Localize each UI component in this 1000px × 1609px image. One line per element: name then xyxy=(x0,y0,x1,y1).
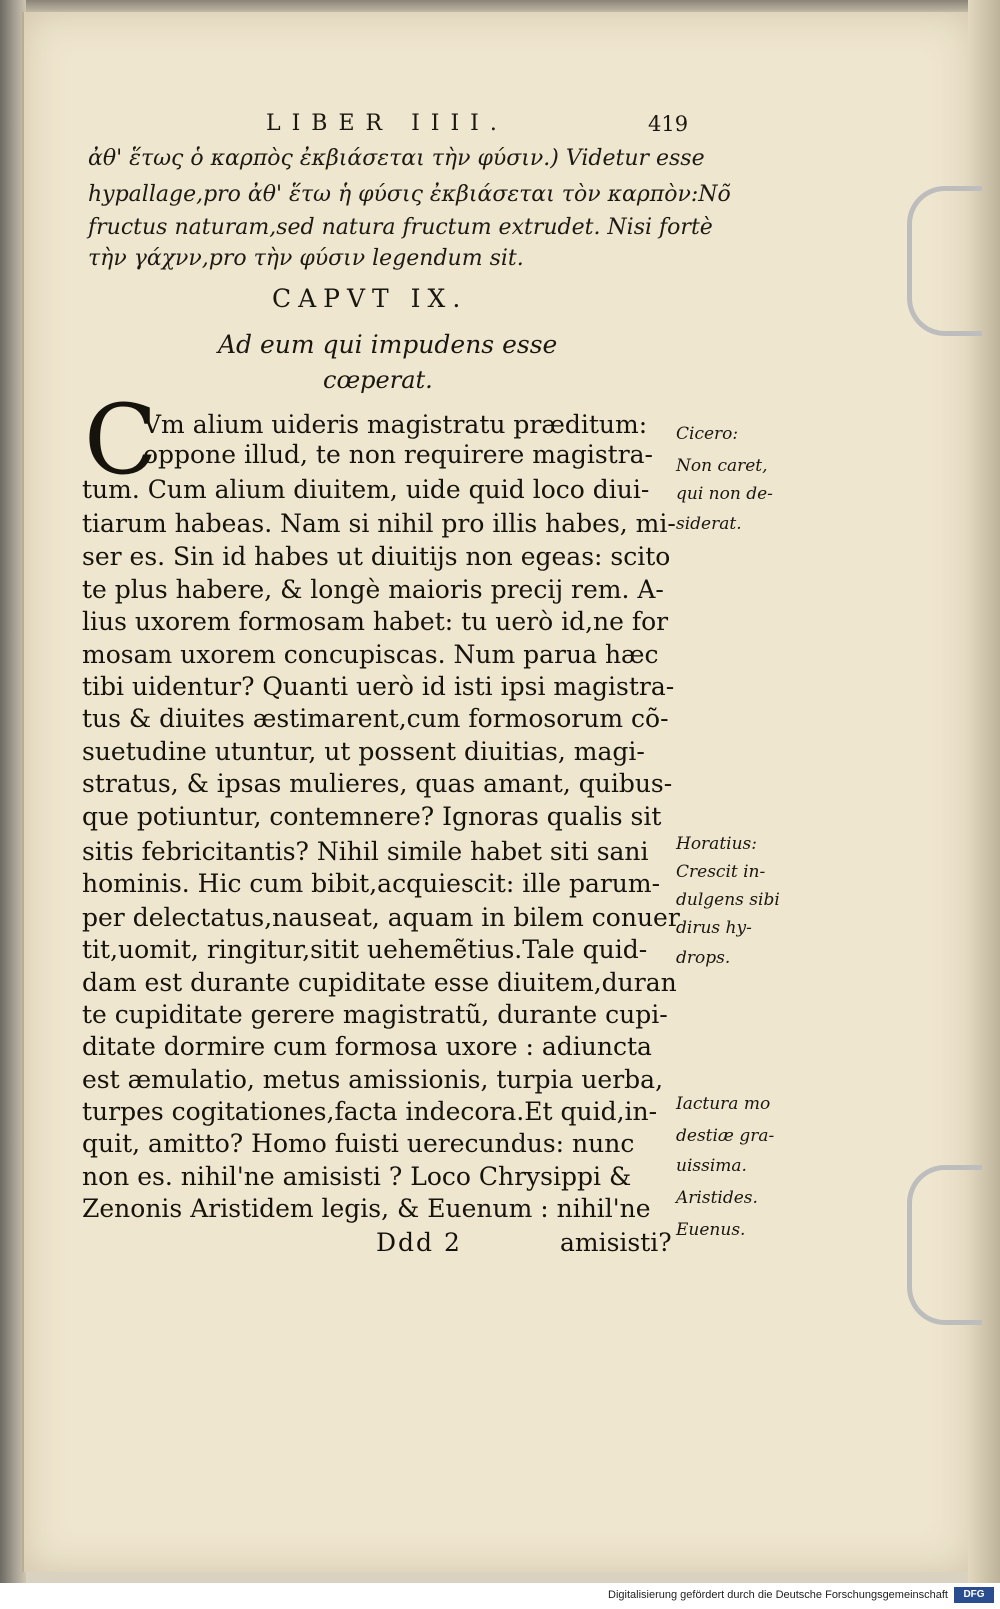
signature-mark: Ddd 2 xyxy=(376,1228,462,1257)
body-line: ser es. Sin id habes ut diuitijs non egeas: scito xyxy=(82,542,671,571)
page-clip-top xyxy=(907,186,982,336)
margin-note: drops. xyxy=(676,948,731,968)
margin-note: dirus hy- xyxy=(676,918,752,938)
margin-note: Crescit in- xyxy=(676,862,766,882)
body-line: oppone illud, te non requirere magistra- xyxy=(143,440,653,469)
body-line: sitis febricitantis? Nihil simile habet siti sani xyxy=(82,837,649,866)
body-line: quit, amitto? Homo fuisti uerecundus: nunc xyxy=(82,1129,635,1158)
chapter-title: CAPVT IX. xyxy=(272,284,468,313)
body-line: hominis. Hic cum bibit,acquiescit: ille parum- xyxy=(82,869,661,898)
body-line: tit,uomit, ringitur,sitit uehemẽtius.Tale quid- xyxy=(82,935,648,964)
body-line: lius uxorem formosam habet: tu uerò id,ne for xyxy=(82,607,669,636)
margin-note: uissima. xyxy=(676,1156,747,1176)
margin-note: dulgens sibi xyxy=(676,890,780,910)
drop-cap: C xyxy=(84,384,158,496)
body-line: Zenonis Aristidem legis, & Euenum : nihil'ne xyxy=(82,1194,651,1223)
margin-note: destiæ gra- xyxy=(676,1126,775,1146)
body-line: te plus habere, & longè maioris precij rem. A- xyxy=(82,575,664,604)
note-line: hypallage,pro ἀθ' ἕτω ἡ φύσις ἐκβιάσεται τὸν καρπὸν:Nõ xyxy=(88,182,731,207)
body-line: tus & diuites æstimarent,cum formosorum cõ- xyxy=(82,704,669,733)
margin-note: siderat. xyxy=(676,514,742,534)
margin-note: Cicero: xyxy=(676,424,739,444)
funding-credit: Digitalisierung gefördert durch die Deutsche Forschungsgemeinschaft xyxy=(608,1589,948,1601)
body-line: te cupiditate gerere magistratũ, durante cupi- xyxy=(82,1000,668,1029)
body-line: non es. nihil'ne amisisti ? Loco Chrysippi & xyxy=(82,1162,632,1191)
body-line: que potiuntur, contemnere? Ignoras qualis sit xyxy=(82,802,662,831)
body-line: tiarum habeas. Nam si nihil pro illis habes, mi- xyxy=(82,509,676,538)
margin-note: Non caret, xyxy=(676,456,768,476)
body-line: mosam uxorem concupiscas. Num parua hæc xyxy=(82,640,659,669)
note-line: ἀθ' ἕτως ὁ καρπὸς ἐκβιάσεται τὴν φύσιν.) Videtur esse xyxy=(88,146,705,171)
digitization-footer xyxy=(0,1583,1000,1609)
body-line: tum. Cum alium diuitem, uide quid loco diui- xyxy=(82,475,650,504)
catchword: amisisti? xyxy=(560,1228,672,1257)
body-line: suetudine utuntur, ut possent diuitias, magi- xyxy=(82,737,645,766)
margin-note: qui non de- xyxy=(676,484,773,504)
page-number: 419 xyxy=(648,112,689,136)
margin-note: Horatius: xyxy=(676,834,757,854)
chapter-subtitle-continued: cœperat. xyxy=(323,366,433,394)
body-line: ditate dormire cum formosa uxore : adiuncta xyxy=(82,1032,652,1061)
chapter-subtitle: Ad eum qui impudens esse xyxy=(218,330,558,359)
body-line: turpes cogitationes,facta indecora.Et quid,in- xyxy=(82,1097,658,1126)
body-line: stratus, & ipsas mulieres, quas amant, quibus- xyxy=(82,769,673,798)
margin-note: Iactura mo xyxy=(676,1094,771,1114)
body-line: Vm alium uideris magistratu præditum: xyxy=(143,410,648,439)
page-clip-bottom xyxy=(907,1165,982,1325)
note-line: fructus naturam,sed natura fructum extrudet. Nisi fortè xyxy=(88,215,713,240)
margin-note: Euenus. xyxy=(676,1220,746,1240)
body-line: est æmulatio, metus amissionis, turpia uerba, xyxy=(82,1065,664,1094)
dfg-logo: DFG xyxy=(954,1587,994,1603)
body-line: dam est durante cupiditate esse diuitem,duran xyxy=(82,968,677,997)
note-line: τὴν γάχνν,pro τὴν φύσιν legendum sit. xyxy=(88,246,524,271)
body-line: tibi uidentur? Quanti uerò id isti ipsi magistra- xyxy=(82,672,675,701)
running-header: LIBER IIII. xyxy=(266,111,508,136)
body-line: per delectatus,nauseat, aquam in bilem conuer xyxy=(82,903,680,932)
margin-note: Aristides. xyxy=(676,1188,758,1208)
